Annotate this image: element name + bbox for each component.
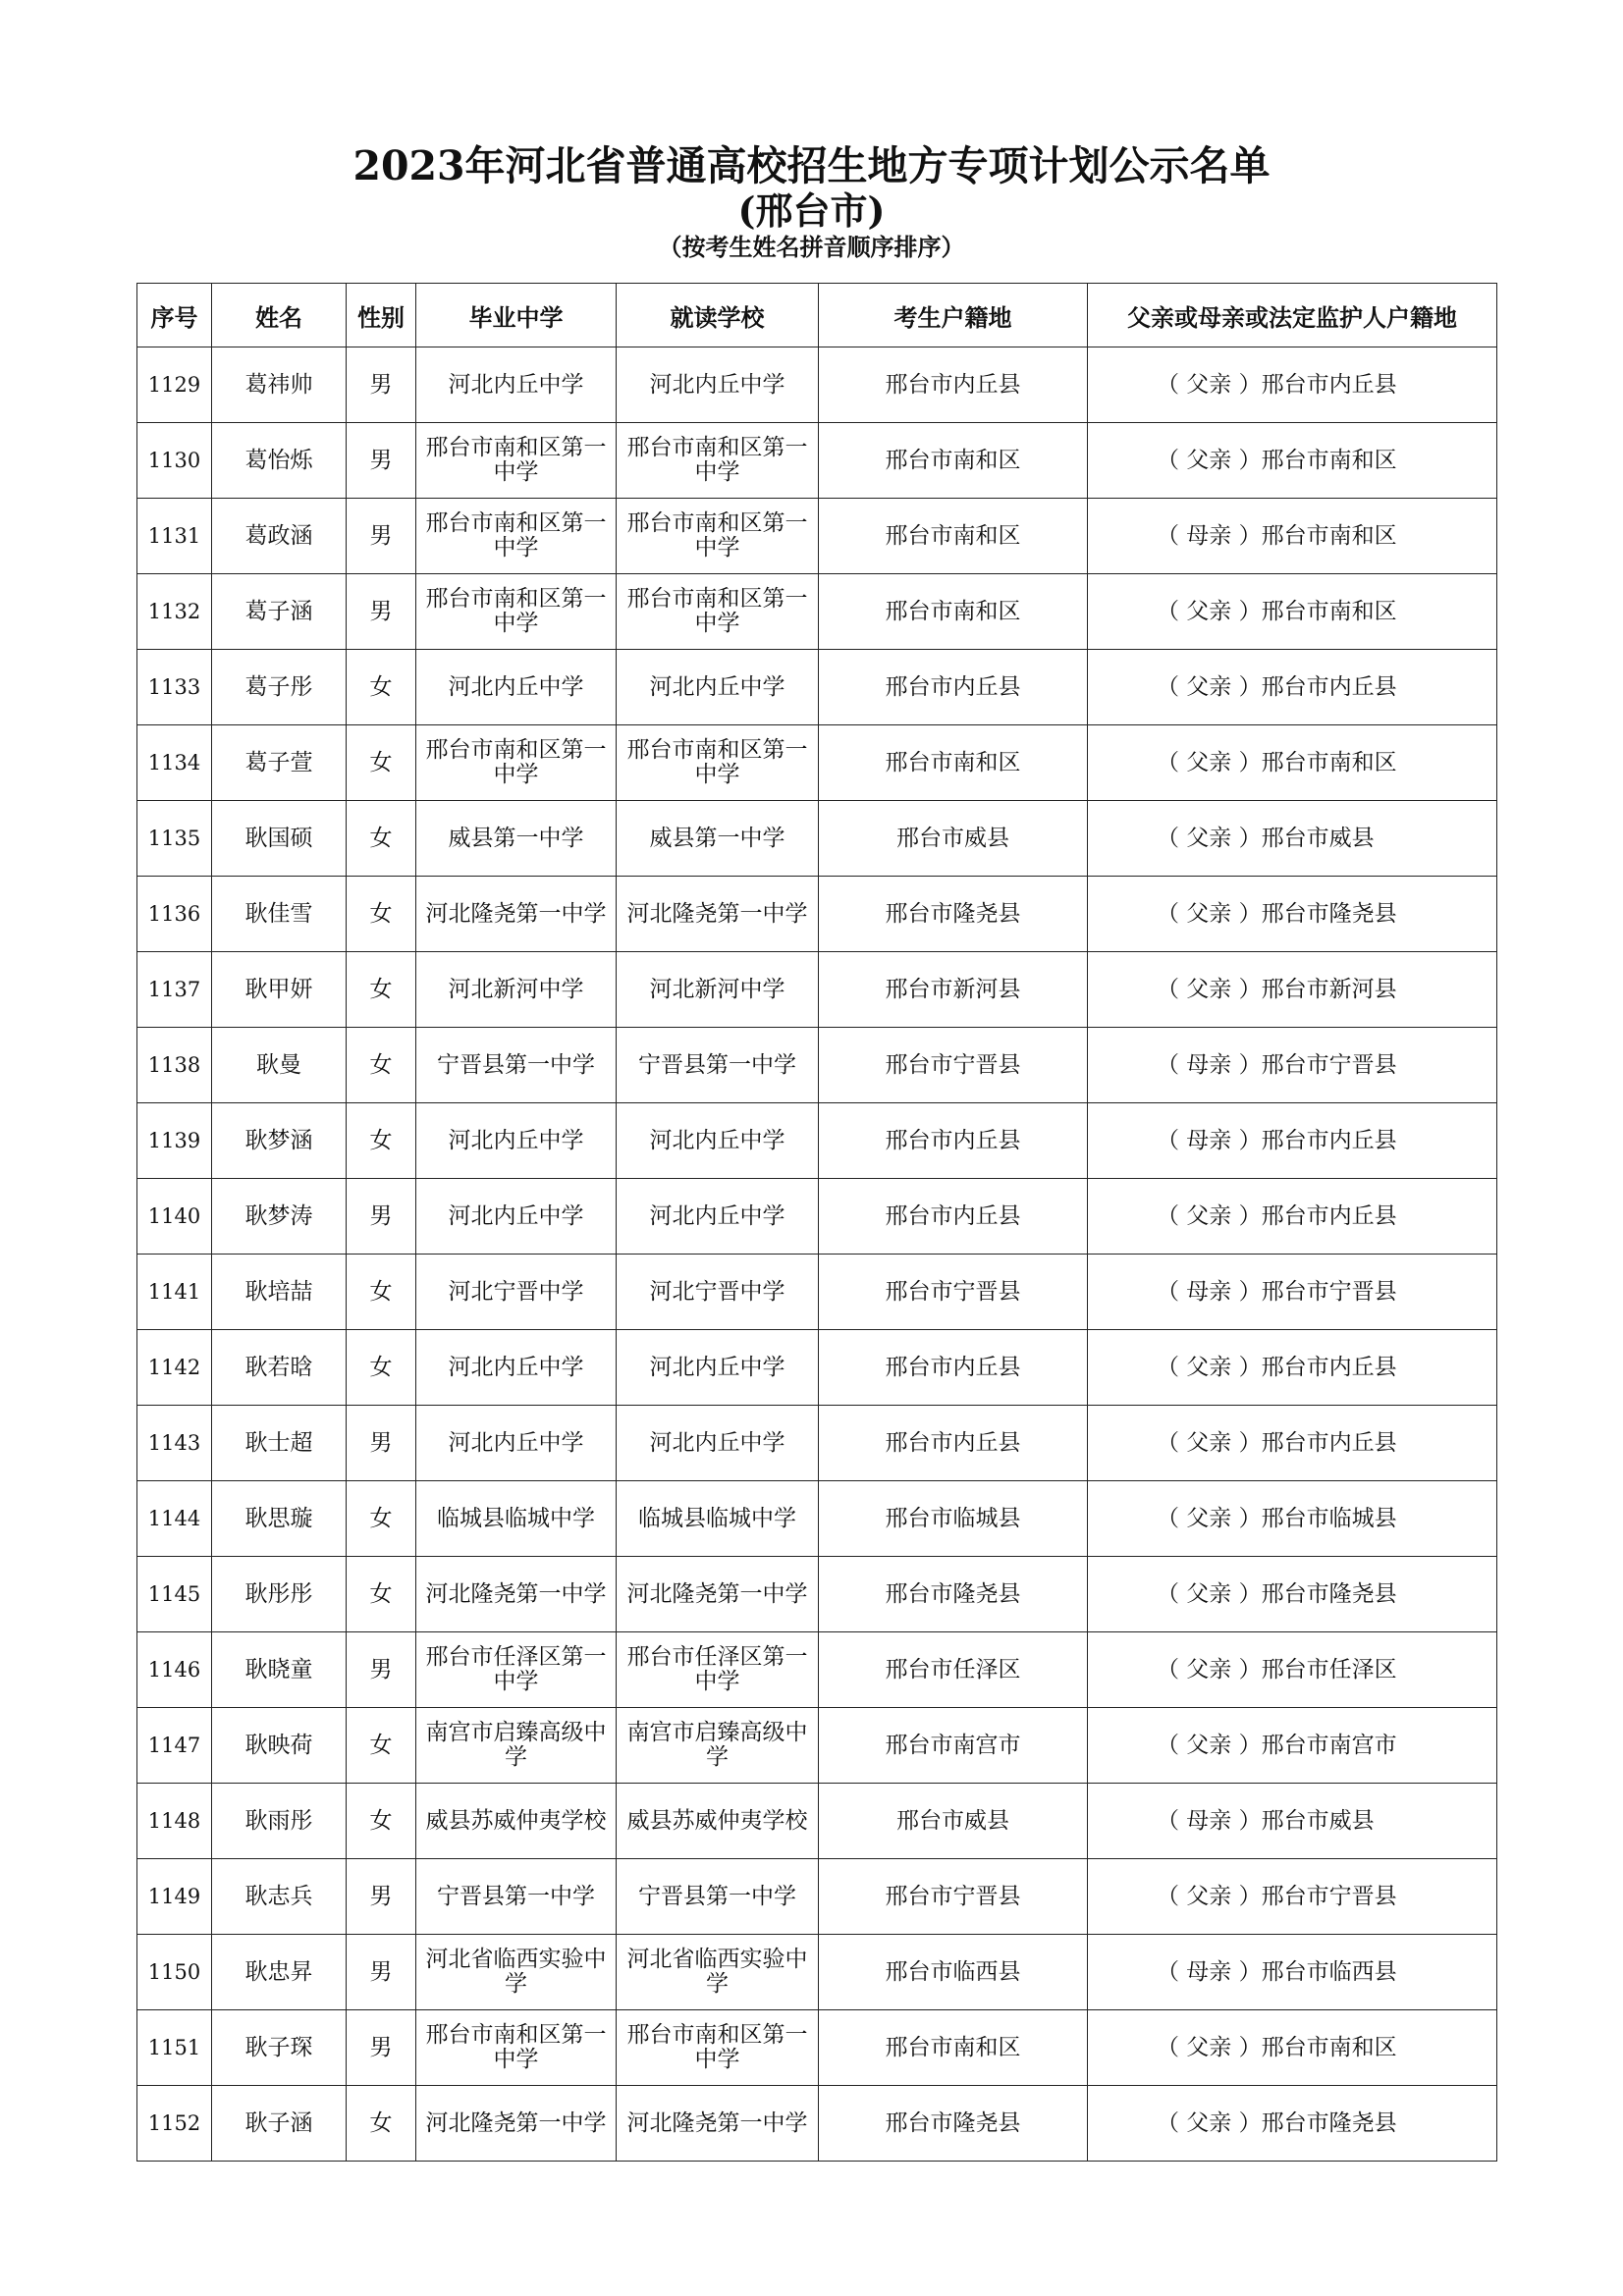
cell-graduated-school: 河北新河中学 <box>416 952 617 1028</box>
cell-household-registration: 邢台市南和区 <box>819 2010 1088 2086</box>
column-header-gender: 性别 <box>347 284 416 347</box>
cell-guardian-registration: （ 母亲 ）邢台市宁晋县 <box>1088 1028 1497 1103</box>
cell-guardian-registration: （ 母亲 ）邢台市内丘县 <box>1088 1103 1497 1179</box>
cell-guardian-registration: （ 父亲 ）邢台市内丘县 <box>1088 650 1497 725</box>
cell-household-registration: 邢台市内丘县 <box>819 1406 1088 1481</box>
table-row <box>137 1632 1497 1708</box>
cell-household-registration: 邢台市南和区 <box>819 725 1088 801</box>
cell-guardian-registration: （ 父亲 ）邢台市内丘县 <box>1088 347 1497 423</box>
cell-guardian-registration: （ 父亲 ）邢台市南和区 <box>1088 725 1497 801</box>
table-row <box>137 1330 1497 1406</box>
cell-index: 1150 <box>137 1935 212 2010</box>
cell-gender: 女 <box>347 650 416 725</box>
cell-current-school: 河北宁晋中学 <box>617 1255 819 1330</box>
table-row <box>137 801 1497 877</box>
cell-name: 耿国硕 <box>212 801 347 877</box>
cell-guardian-registration: （ 母亲 ）邢台市临西县 <box>1088 1935 1497 2010</box>
cell-household-registration: 邢台市宁晋县 <box>819 1859 1088 1935</box>
cell-guardian-registration: （ 父亲 ）邢台市隆尧县 <box>1088 2086 1497 2162</box>
cell-household-registration: 邢台市隆尧县 <box>819 2086 1088 2162</box>
cell-graduated-school: 邢台市南和区第一中学 <box>416 725 617 801</box>
cell-guardian-registration: （ 母亲 ）邢台市南和区 <box>1088 499 1497 574</box>
roster-table <box>136 283 1497 2162</box>
cell-name: 耿子琛 <box>212 2010 347 2086</box>
cell-gender: 女 <box>347 1103 416 1179</box>
table-row <box>137 952 1497 1028</box>
cell-graduated-school: 河北内丘中学 <box>416 347 617 423</box>
cell-name: 葛祎帅 <box>212 347 347 423</box>
cell-graduated-school: 威县第一中学 <box>416 801 617 877</box>
cell-gender: 女 <box>347 877 416 952</box>
table-row <box>137 1481 1497 1557</box>
table-header-row <box>137 284 1497 347</box>
table-row <box>137 1103 1497 1179</box>
cell-current-school: 河北内丘中学 <box>617 1330 819 1406</box>
cell-name: 耿梦涵 <box>212 1103 347 1179</box>
cell-gender: 男 <box>347 347 416 423</box>
cell-gender: 女 <box>347 1028 416 1103</box>
cell-index: 1130 <box>137 423 212 499</box>
cell-index: 1133 <box>137 650 212 725</box>
cell-current-school: 河北新河中学 <box>617 952 819 1028</box>
cell-current-school: 河北内丘中学 <box>617 1406 819 1481</box>
cell-household-registration: 邢台市隆尧县 <box>819 877 1088 952</box>
cell-current-school: 邢台市南和区第一中学 <box>617 2010 819 2086</box>
cell-household-registration: 邢台市宁晋县 <box>819 1255 1088 1330</box>
cell-graduated-school: 邢台市南和区第一中学 <box>416 2010 617 2086</box>
cell-index: 1142 <box>137 1330 212 1406</box>
cell-index: 1148 <box>137 1784 212 1859</box>
cell-gender: 男 <box>347 1859 416 1935</box>
sort-note: （按考生姓名拼音顺序排序） <box>658 233 965 261</box>
cell-guardian-registration: （ 父亲 ）邢台市隆尧县 <box>1088 877 1497 952</box>
cell-guardian-registration: （ 父亲 ）邢台市宁晋县 <box>1088 1859 1497 1935</box>
cell-current-school: 河北内丘中学 <box>617 1103 819 1179</box>
cell-guardian-registration: （ 父亲 ）邢台市内丘县 <box>1088 1406 1497 1481</box>
cell-gender: 女 <box>347 1481 416 1557</box>
column-header-graduated-school: 毕业中学 <box>416 284 617 347</box>
table-row <box>137 1859 1497 1935</box>
cell-name: 耿甲妍 <box>212 952 347 1028</box>
cell-index: 1129 <box>137 347 212 423</box>
column-header-household-registration: 考生户籍地 <box>819 284 1088 347</box>
cell-current-school: 宁晋县第一中学 <box>617 1028 819 1103</box>
cell-graduated-school: 威县苏威仲夷学校 <box>416 1784 617 1859</box>
cell-graduated-school: 南宫市启臻高级中学 <box>416 1708 617 1784</box>
column-header-current-school: 就读学校 <box>617 284 819 347</box>
table-row <box>137 1179 1497 1255</box>
cell-index: 1147 <box>137 1708 212 1784</box>
table-row <box>137 1935 1497 2010</box>
cell-current-school: 河北隆尧第一中学 <box>617 877 819 952</box>
cell-household-registration: 邢台市内丘县 <box>819 347 1088 423</box>
cell-gender: 男 <box>347 1632 416 1708</box>
table-row <box>137 650 1497 725</box>
cell-graduated-school: 邢台市任泽区第一中学 <box>416 1632 617 1708</box>
table-row <box>137 2086 1497 2162</box>
cell-name: 耿子涵 <box>212 2086 347 2162</box>
cell-household-registration: 邢台市南宫市 <box>819 1708 1088 1784</box>
table-row <box>137 1255 1497 1330</box>
cell-index: 1149 <box>137 1859 212 1935</box>
cell-current-school: 河北内丘中学 <box>617 650 819 725</box>
cell-gender: 男 <box>347 1935 416 2010</box>
cell-current-school: 宁晋县第一中学 <box>617 1859 819 1935</box>
cell-household-registration: 邢台市南和区 <box>819 574 1088 650</box>
cell-household-registration: 邢台市隆尧县 <box>819 1557 1088 1632</box>
cell-name: 耿彤彤 <box>212 1557 347 1632</box>
cell-name: 耿映荷 <box>212 1708 347 1784</box>
cell-name: 耿志兵 <box>212 1859 347 1935</box>
cell-gender: 男 <box>347 2010 416 2086</box>
cell-index: 1145 <box>137 1557 212 1632</box>
cell-household-registration: 邢台市南和区 <box>819 423 1088 499</box>
cell-household-registration: 邢台市临城县 <box>819 1481 1088 1557</box>
cell-guardian-registration: （ 父亲 ）邢台市内丘县 <box>1088 1179 1497 1255</box>
table-row <box>137 725 1497 801</box>
cell-guardian-registration: （ 父亲 ）邢台市临城县 <box>1088 1481 1497 1557</box>
cell-household-registration: 邢台市内丘县 <box>819 1330 1088 1406</box>
table-row <box>137 877 1497 952</box>
cell-index: 1131 <box>137 499 212 574</box>
cell-current-school: 邢台市南和区第一中学 <box>617 574 819 650</box>
cell-current-school: 威县第一中学 <box>617 801 819 877</box>
cell-current-school: 河北内丘中学 <box>617 347 819 423</box>
cell-index: 1138 <box>137 1028 212 1103</box>
cell-graduated-school: 河北隆尧第一中学 <box>416 877 617 952</box>
cell-current-school: 威县苏威仲夷学校 <box>617 1784 819 1859</box>
cell-gender: 女 <box>347 1708 416 1784</box>
cell-index: 1141 <box>137 1255 212 1330</box>
cell-name: 葛怡烁 <box>212 423 347 499</box>
cell-household-registration: 邢台市宁晋县 <box>819 1028 1088 1103</box>
page-title: 2023年河北省普通高校招生地方专项计划公示名单 <box>352 142 1271 189</box>
cell-household-registration: 邢台市威县 <box>819 1784 1088 1859</box>
cell-index: 1135 <box>137 801 212 877</box>
cell-current-school: 邢台市任泽区第一中学 <box>617 1632 819 1708</box>
column-header-guardian-registration: 父亲或母亲或法定监护人户籍地 <box>1088 284 1497 347</box>
cell-graduated-school: 河北省临西实验中学 <box>416 1935 617 2010</box>
cell-current-school: 临城县临城中学 <box>617 1481 819 1557</box>
cell-household-registration: 邢台市任泽区 <box>819 1632 1088 1708</box>
cell-current-school: 河北省临西实验中学 <box>617 1935 819 2010</box>
cell-current-school: 河北隆尧第一中学 <box>617 2086 819 2162</box>
cell-guardian-registration: （ 母亲 ）邢台市宁晋县 <box>1088 1255 1497 1330</box>
cell-gender: 男 <box>347 1179 416 1255</box>
cell-guardian-registration: （ 父亲 ）邢台市南宫市 <box>1088 1708 1497 1784</box>
cell-index: 1143 <box>137 1406 212 1481</box>
cell-name: 耿士超 <box>212 1406 347 1481</box>
cell-graduated-school: 河北内丘中学 <box>416 1406 617 1481</box>
cell-index: 1151 <box>137 2010 212 2086</box>
table-row <box>137 1028 1497 1103</box>
cell-guardian-registration: （ 母亲 ）邢台市威县 <box>1088 1784 1497 1859</box>
cell-graduated-school: 河北内丘中学 <box>416 1179 617 1255</box>
cell-household-registration: 邢台市威县 <box>819 801 1088 877</box>
cell-current-school: 南宫市启臻高级中学 <box>617 1708 819 1784</box>
cell-household-registration: 邢台市内丘县 <box>819 1103 1088 1179</box>
cell-name: 耿培喆 <box>212 1255 347 1330</box>
cell-household-registration: 邢台市临西县 <box>819 1935 1088 2010</box>
cell-gender: 女 <box>347 952 416 1028</box>
column-header-index: 序号 <box>137 284 212 347</box>
cell-gender: 女 <box>347 801 416 877</box>
cell-guardian-registration: （ 父亲 ）邢台市内丘县 <box>1088 1330 1497 1406</box>
cell-gender: 男 <box>347 574 416 650</box>
cell-gender: 女 <box>347 1330 416 1406</box>
cell-name: 葛政涵 <box>212 499 347 574</box>
page-subtitle: (邢台市) <box>737 188 886 233</box>
cell-current-school: 河北隆尧第一中学 <box>617 1557 819 1632</box>
cell-index: 1136 <box>137 877 212 952</box>
cell-graduated-school: 河北内丘中学 <box>416 1103 617 1179</box>
cell-name: 耿思璇 <box>212 1481 347 1557</box>
cell-index: 1140 <box>137 1179 212 1255</box>
cell-guardian-registration: （ 父亲 ）邢台市南和区 <box>1088 574 1497 650</box>
cell-guardian-registration: （ 父亲 ）邢台市威县 <box>1088 801 1497 877</box>
cell-gender: 女 <box>347 1557 416 1632</box>
cell-graduated-school: 邢台市南和区第一中学 <box>416 499 617 574</box>
cell-gender: 男 <box>347 499 416 574</box>
cell-index: 1132 <box>137 574 212 650</box>
table-row <box>137 499 1497 574</box>
cell-current-school: 河北内丘中学 <box>617 1179 819 1255</box>
cell-gender: 女 <box>347 725 416 801</box>
table-row <box>137 1557 1497 1632</box>
cell-index: 1134 <box>137 725 212 801</box>
cell-gender: 女 <box>347 1784 416 1859</box>
cell-household-registration: 邢台市南和区 <box>819 499 1088 574</box>
cell-household-registration: 邢台市内丘县 <box>819 1179 1088 1255</box>
column-header-name: 姓名 <box>212 284 347 347</box>
cell-graduated-school: 临城县临城中学 <box>416 1481 617 1557</box>
cell-gender: 女 <box>347 1255 416 1330</box>
cell-guardian-registration: （ 父亲 ）邢台市隆尧县 <box>1088 1557 1497 1632</box>
table-row <box>137 347 1497 423</box>
cell-name: 耿若晗 <box>212 1330 347 1406</box>
cell-graduated-school: 邢台市南和区第一中学 <box>416 574 617 650</box>
cell-name: 耿晓童 <box>212 1632 347 1708</box>
table-row <box>137 1784 1497 1859</box>
cell-index: 1152 <box>137 2086 212 2162</box>
cell-index: 1137 <box>137 952 212 1028</box>
cell-name: 葛子萱 <box>212 725 347 801</box>
cell-current-school: 邢台市南和区第一中学 <box>617 725 819 801</box>
cell-graduated-school: 邢台市南和区第一中学 <box>416 423 617 499</box>
cell-graduated-school: 河北隆尧第一中学 <box>416 2086 617 2162</box>
table-row <box>137 574 1497 650</box>
cell-current-school: 邢台市南和区第一中学 <box>617 499 819 574</box>
cell-graduated-school: 河北内丘中学 <box>416 650 617 725</box>
cell-index: 1146 <box>137 1632 212 1708</box>
cell-graduated-school: 河北宁晋中学 <box>416 1255 617 1330</box>
table-row <box>137 423 1497 499</box>
cell-name: 耿雨彤 <box>212 1784 347 1859</box>
cell-gender: 男 <box>347 1406 416 1481</box>
cell-index: 1139 <box>137 1103 212 1179</box>
cell-graduated-school: 宁晋县第一中学 <box>416 1028 617 1103</box>
table-row <box>137 1406 1497 1481</box>
cell-name: 耿忠昇 <box>212 1935 347 2010</box>
cell-graduated-school: 河北隆尧第一中学 <box>416 1557 617 1632</box>
cell-guardian-registration: （ 父亲 ）邢台市新河县 <box>1088 952 1497 1028</box>
cell-name: 耿佳雪 <box>212 877 347 952</box>
cell-name: 耿曼 <box>212 1028 347 1103</box>
cell-current-school: 邢台市南和区第一中学 <box>617 423 819 499</box>
table-row <box>137 1708 1497 1784</box>
table-row <box>137 2010 1497 2086</box>
cell-graduated-school: 河北内丘中学 <box>416 1330 617 1406</box>
cell-name: 耿梦涛 <box>212 1179 347 1255</box>
cell-gender: 女 <box>347 2086 416 2162</box>
cell-name: 葛子涵 <box>212 574 347 650</box>
cell-name: 葛子彤 <box>212 650 347 725</box>
cell-guardian-registration: （ 父亲 ）邢台市任泽区 <box>1088 1632 1497 1708</box>
cell-index: 1144 <box>137 1481 212 1557</box>
cell-gender: 男 <box>347 423 416 499</box>
cell-household-registration: 邢台市内丘县 <box>819 650 1088 725</box>
cell-guardian-registration: （ 父亲 ）邢台市南和区 <box>1088 423 1497 499</box>
cell-guardian-registration: （ 父亲 ）邢台市南和区 <box>1088 2010 1497 2086</box>
cell-household-registration: 邢台市新河县 <box>819 952 1088 1028</box>
cell-graduated-school: 宁晋县第一中学 <box>416 1859 617 1935</box>
